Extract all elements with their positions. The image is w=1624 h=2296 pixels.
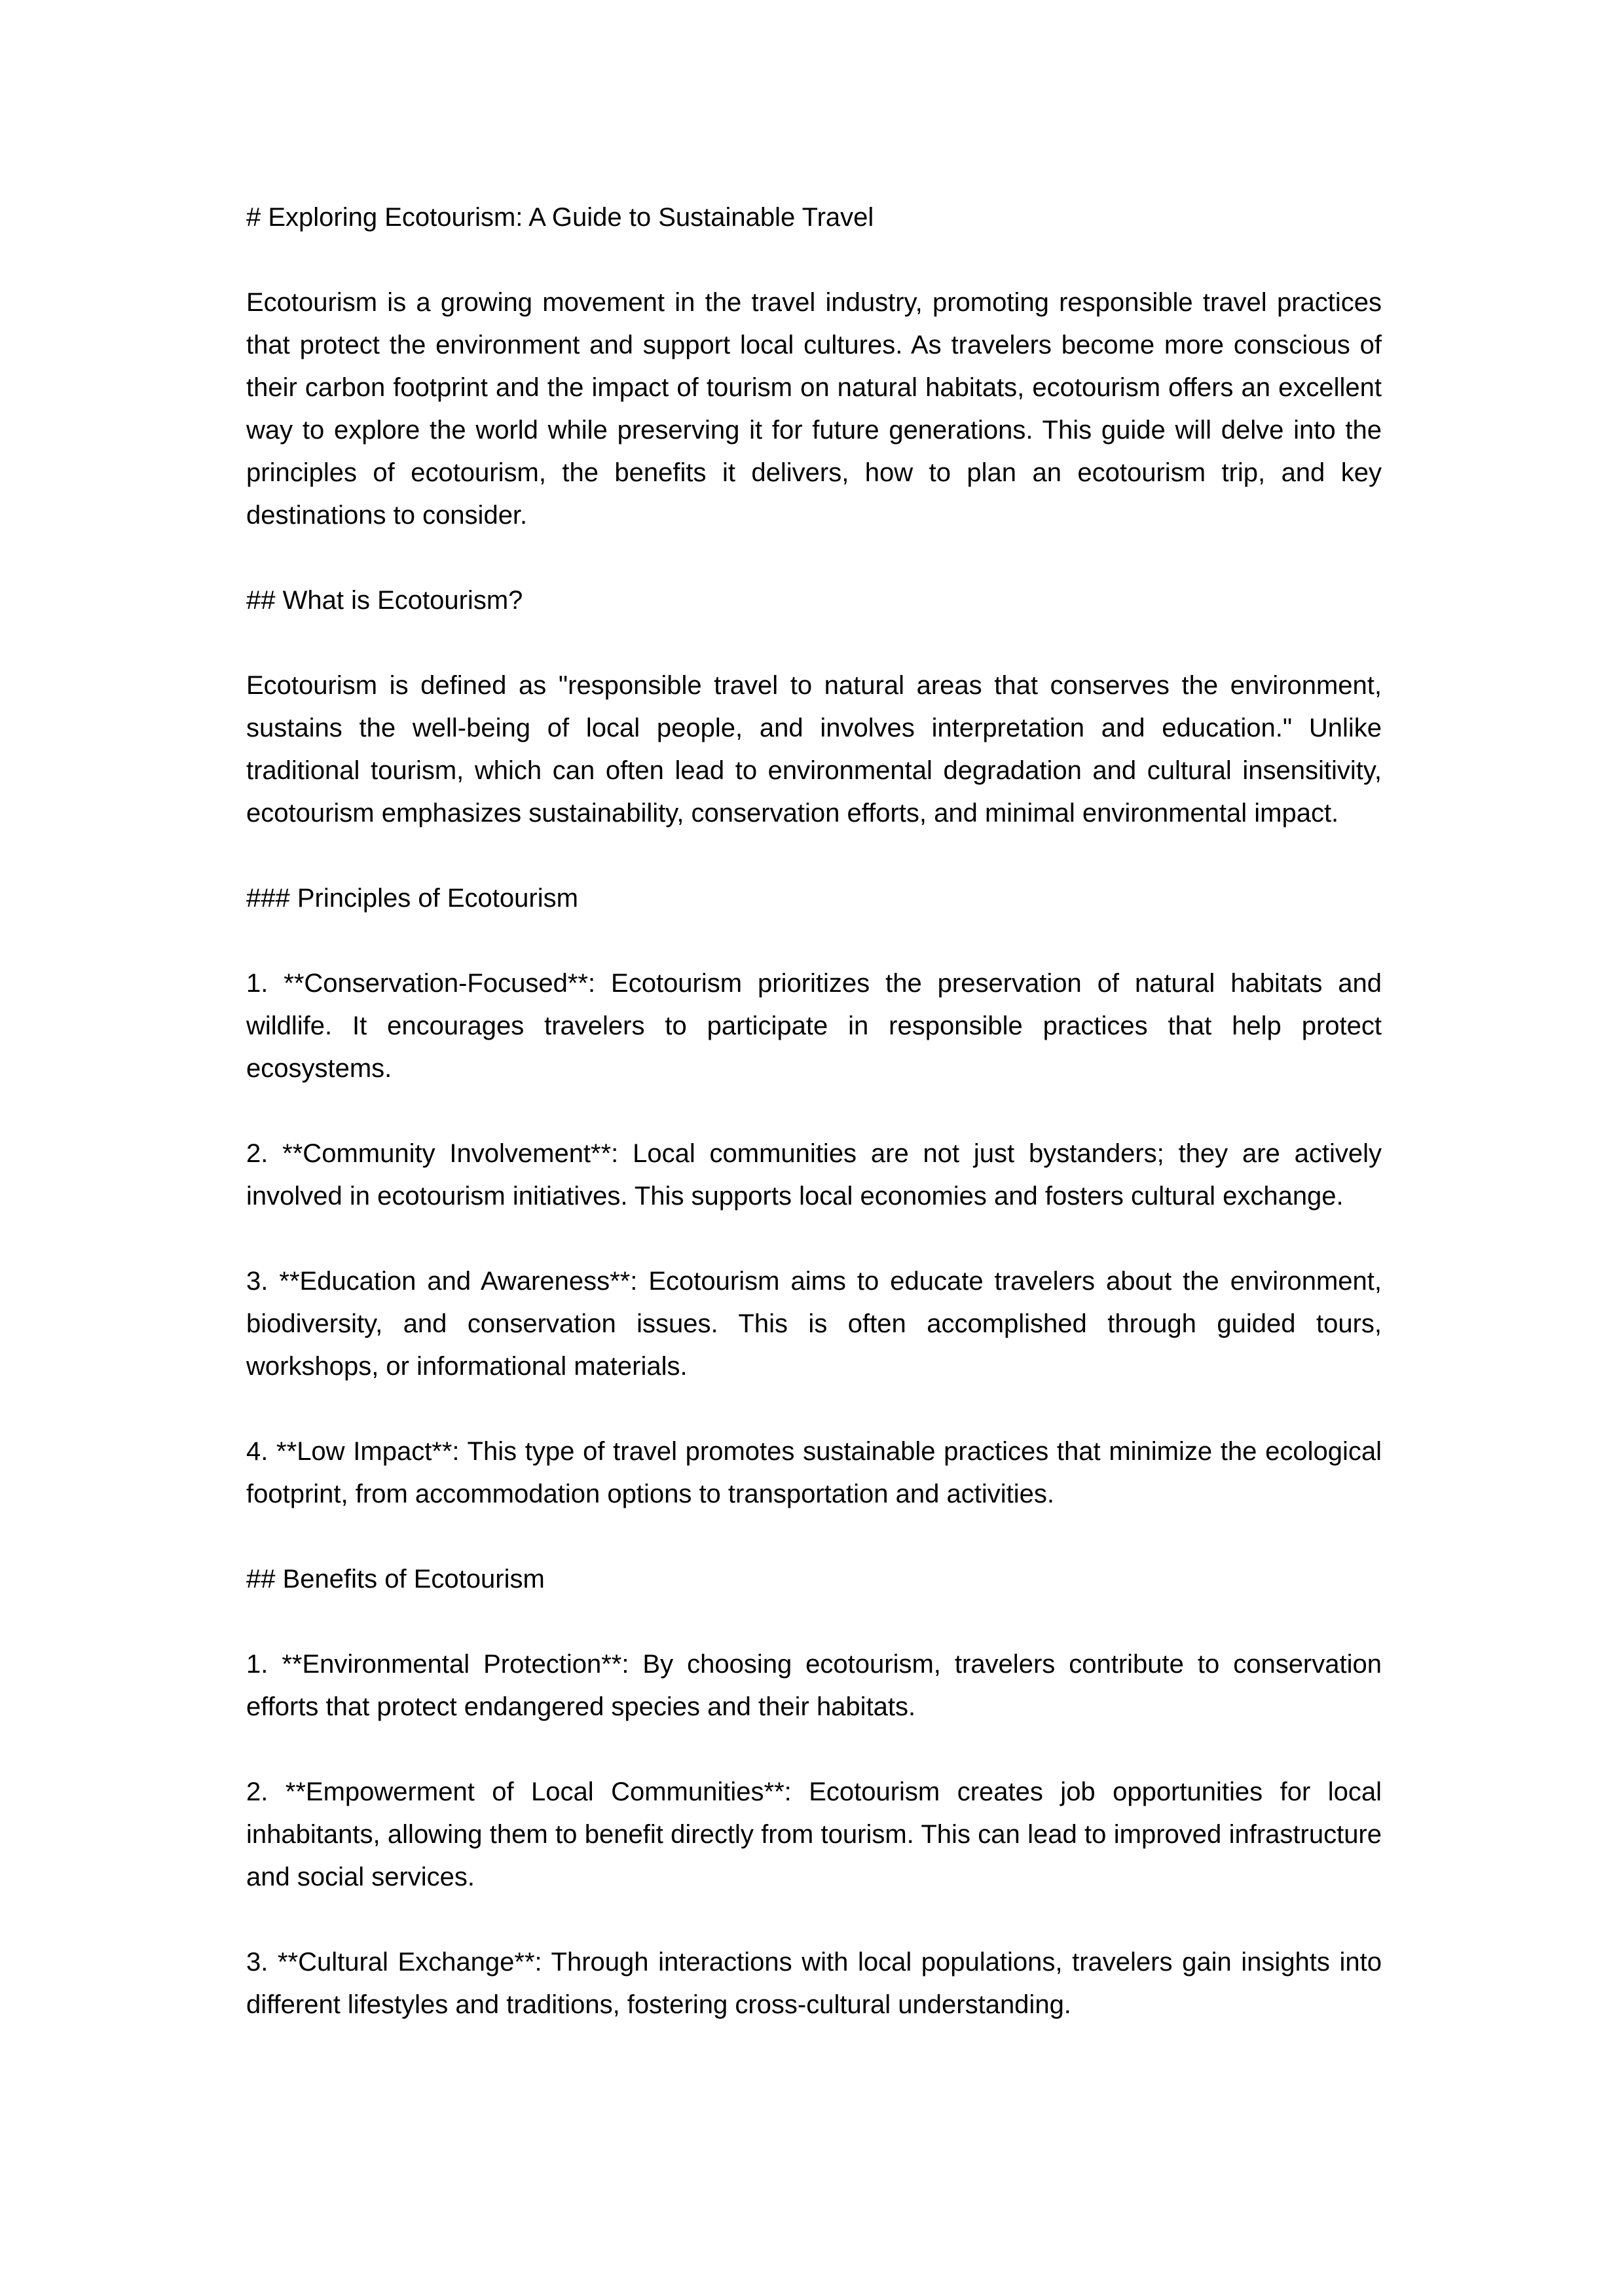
intro-paragraph: Ecotourism is a growing movement in the travel industry, promoting responsible travel practices that protect the environment and support local cultures. As travelers become more conscious of their carbon footprint and the impact of tourism on natural habitats, ecotourism offers an excellent way to explore the world while preserving it for future generations. This guide will delve into the principles of ecotourism, the benefits it delivers, how to plan an ecotourism trip, and key destinations to consider. — [246, 288, 1382, 530]
what-is-ecotourism-heading: ## What is Ecotourism? — [246, 586, 523, 615]
benefits-heading: ## Benefits of Ecotourism — [246, 1565, 545, 1594]
document-page — [246, 196, 1382, 2069]
benefit-item: 1. **Environmental Protection**: By choosing ecotourism, travelers contribute to conservation efforts that protect endangered species and their habitats. — [246, 1650, 1382, 1721]
definition-paragraph: Ecotourism is defined as "responsible travel to natural areas that conserves the environment, sustains the well-being of local people, and involves interpretation and education." Unlike traditional tourism, which can often lead to environmental degradation and cultural insensitivity, ecotourism emphasizes sustainability, conservation efforts, and minimal environmental impact. — [246, 671, 1382, 828]
principle-item: 1. **Conservation-Focused**: Ecotourism prioritizes the preservation of natural habitats and wildlife. It encourages travelers to participate in responsible practices that help protect ecosystems. — [246, 969, 1382, 1083]
principles-heading: ### Principles of Ecotourism — [246, 884, 578, 913]
benefit-item: 3. **Cultural Exchange**: Through interactions with local populations, travelers gain insights into different lifestyles and traditions, fostering cross-cultural understanding. — [246, 1948, 1382, 2019]
benefit-item: 2. **Empowerment of Local Communities**: Ecotourism creates job opportunities for local inhabitants, allowing them to benefit directly from tourism. This can lead to improved infrastructure and social services. — [246, 1777, 1382, 1891]
principle-item: 3. **Education and Awareness**: Ecotourism aims to educate travelers about the environment, biodiversity, and conservation issues. This is often accomplished through guided tours, workshops, or informational materials. — [246, 1267, 1382, 1381]
principle-item: 4. **Low Impact**: This type of travel promotes sustainable practices that minimize the ecological footprint, from accommodation options to transportation and activities. — [246, 1437, 1382, 1508]
document-title: # Exploring Ecotourism: A Guide to Sustainable Travel — [246, 203, 874, 232]
principle-item: 2. **Community Involvement**: Local communities are not just bystanders; they are actively involved in ecotourism initiatives. This supports local economies and fosters cultural exchange. — [246, 1139, 1382, 1211]
